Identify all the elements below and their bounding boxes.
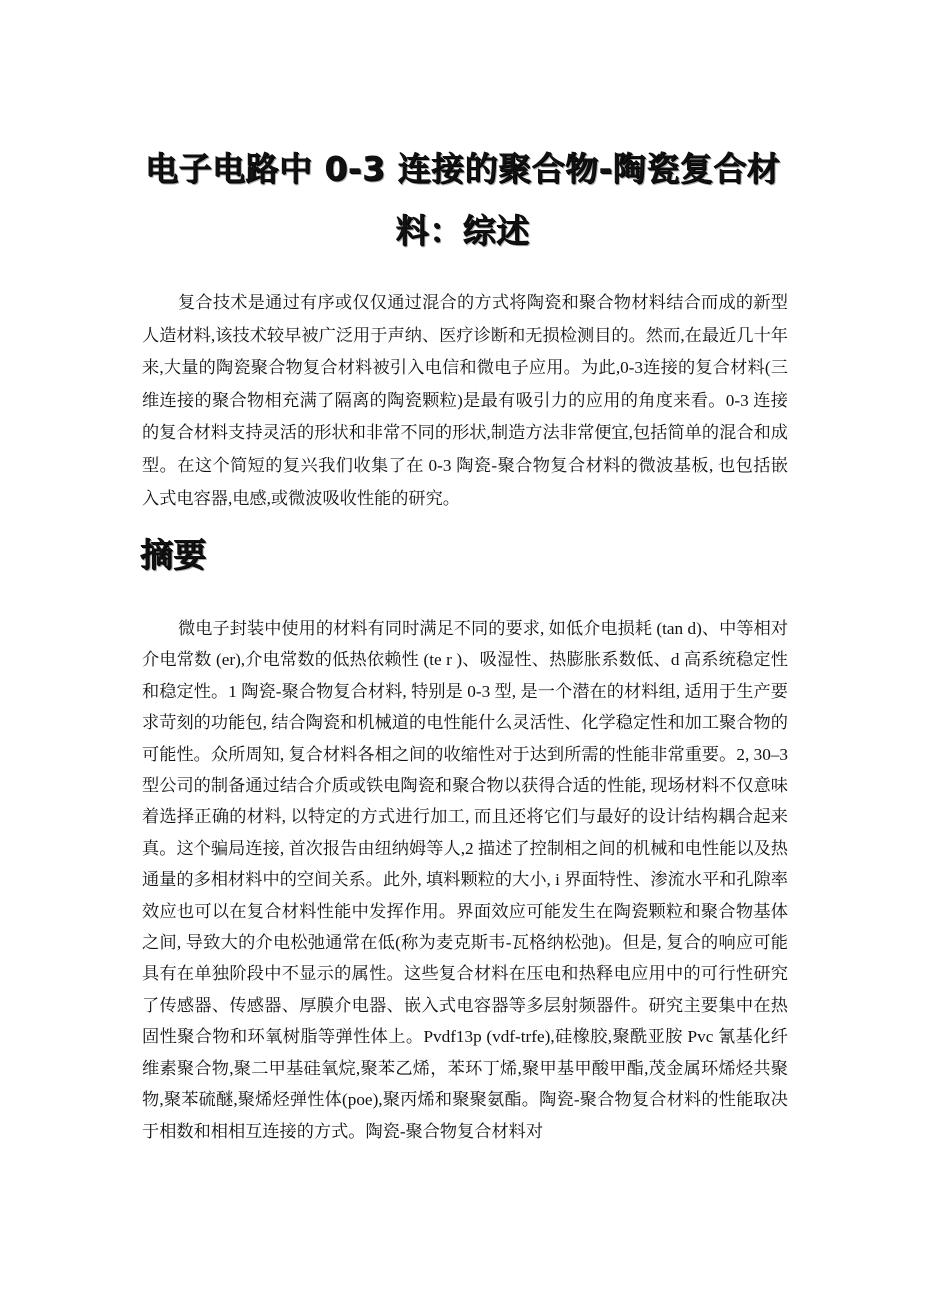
section-heading-abstract: 摘要 [140,535,206,574]
document-title: 电子电路中 0-3 连接的聚合物-陶瓷复合材料：综述 [144,149,781,250]
intro-paragraph: 复合技术是通过有序或仅仅通过混合的方式将陶瓷和聚合物材料结合而成的新型人造材料,该技术较早被广泛用于声纳、医疗诊断和无损检测目的。然而,在最近几十年来,大量的陶瓷聚合物复合材料被引入电信和微电子应用。为此,0-3连接的复合材料(三维连接的聚合物相充满了隔离的陶瓷颗粒)是最有吸引力的应用的角度来看。0-3 连接的复合材料支持灵活的形状和非常不同的形状,制造方法非常便宜,包括简单的混合和成型。在这个简短的复兴我们收集了在 0-3 陶瓷-聚合物复合材料的微波基板, 也包括嵌入式电容器,电感,或微波吸收性能的研究。 [142,293,788,508]
abstract-paragraph: 微电子封装中使用的材料有同时满足不同的要求, 如低介电损耗 (tan d)、中等相对介电常数 (er),介电常数的低热依赖性 (te r )、吸湿性、热膨胀系数低、d 高系统稳定性和稳定性。1 陶瓷-聚合物复合材料, 特别是 0-3 型, 是一个潜在的材料组, 适用于生产要求苛刻的功能包, 结合陶瓷和机械道的电性能什么灵活性、化学稳定性和加工聚合物的可能性。众所周知, 复合材料各相之间的收缩性对于达到所需的性能非常重要。2, 30–3 型公司的制备通过结合介质或铁电陶瓷和聚合物以获得合适的性能, 现场材料不仅意味着选择正确的材料, 以特定的方式进行加工, 而且还将它们与最好的设计结构耦合起来真。这个骗局连接, 首次报告由纽纳姆等人,2 描述了控制相之间的机械和电性能以及热通量的多相材料中的空间关系。此外, 填料颗粒的大小, i 界面特性、渗流水平和孔隙率效应也可以在复合材料性能中发挥作用。界面效应可能发生在陶瓷颗粒和聚合物基体之间, 导致大的介电松弛通常在低(称为麦克斯韦-瓦格纳松弛)。但是, 复合的响应可能具有在单独阶段中不显示的属性。这些复合材料在压电和热释电应用中的可行性研究了传感器、传感器、厚膜介电器、嵌入式电容器等多层射频器件。研究主要集中在热固性聚合物和环氧树脂等弹性体上。Pvdf13p (vdf-trfe),硅橡胶,聚酰亚胺 Pvc 氰基化纤维素聚合物,聚二甲基硅氧烷,聚苯乙烯，苯环丁烯,聚甲基甲酸甲酯,茂金属环烯烃共聚物,聚苯硫醚,聚烯烃弹性体(poe),聚丙烯和聚聚氨酯。陶瓷-聚合物复合材料的性能取决于相数和相相互连接的方式。陶瓷-聚合物复合材料对 [142,619,788,1141]
